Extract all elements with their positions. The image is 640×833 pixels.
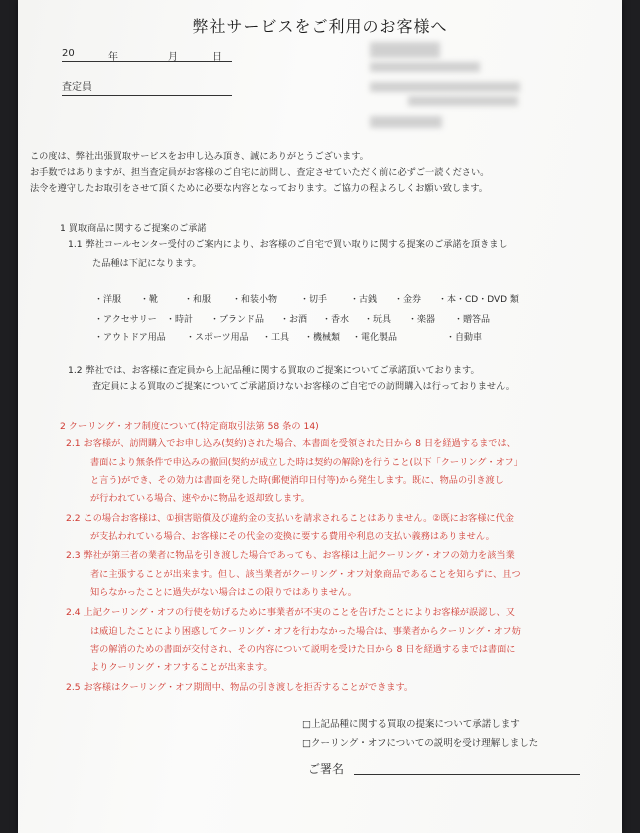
section2-1-line-4: が行われている場合、速やかに物品を返却致します。: [90, 493, 310, 504]
consent-checkbox-cooling-off[interactable]: □クーリング・オフについての説明を受け理解しました: [302, 738, 539, 749]
item: ・工具: [262, 333, 290, 343]
intro-line-3: 法令を遵守したお取引をさせて頂くために必要な内容となっております。ご協力の程よろしくお願い致します。: [30, 183, 488, 194]
item: ・機械類: [304, 333, 341, 343]
section2-heading: 2 クーリング・オフ制度について(特定商取引法第 58 条の 14): [60, 421, 319, 432]
section2-4-line-3: 害の解消のための書面が交付され、その内容について説明を受けた日から 8 日を経過するまでは書面に: [90, 644, 516, 655]
section2-2-line-1: 2.2 この場合お客様は、①損害賠償及び違約金の支払いを請求されることはありません。②既にお客様に代金: [66, 513, 514, 524]
intro-line-2: お手数ではありますが、担当査定員がお客様のご自宅に訪問し、査定させていただく前に必ずご一読ください。: [30, 167, 490, 178]
inspector-field: [62, 78, 232, 96]
year-prefix: 20: [62, 48, 75, 59]
item: ・電化製品: [352, 333, 398, 343]
section1-1-line-2: た品種は下記になります。: [92, 258, 202, 269]
section2-1-line-3: と言う)ができ、その効力は書面を発した時(郵便消印日付等)から発生します。既に、物品の引き渡し: [90, 475, 504, 486]
section1-1-line-1: 1.1 弊社コールセンター受付のご案内により、お客様のご自宅で買い取りに関する提案のご承諾を頂きまし: [68, 239, 508, 250]
document-page: [18, 0, 622, 833]
section1-2-line-1: 1.2 弊社では、お客様に査定員から上記品種に関する買取のご提案についてご承諾頂いております。: [68, 365, 480, 376]
section2-5-line: 2.5 お客様はクーリング・オフ期間中、物品の引き渡しを拒否することができます。: [66, 682, 414, 693]
item: ・洋服: [94, 295, 122, 305]
item: ・アクセサリー: [94, 315, 157, 325]
month-label: 月: [168, 52, 178, 63]
item: ・香水: [322, 315, 350, 325]
item: ・贈答品: [454, 315, 491, 325]
signature-label: ご署名: [308, 762, 345, 776]
item: ・和服: [184, 295, 212, 305]
year-label: 年: [108, 52, 118, 63]
section2-2-line-2: が支払われている場合、お客様にその代金の変換に要する費用や利息の支払い義務はありません。: [90, 531, 495, 542]
section2-3-line-3: 知らなかったことに過失がない場合はこの限りではありません。: [90, 587, 357, 598]
date-field: [62, 48, 232, 62]
section2-4-line-4: よりクーリング・オフすることが出来ます。: [90, 662, 273, 673]
section1-2-line-2: 査定員による買取のご提案についてご承諾頂けないお客様のご自宅での訪問購入は行っておりません。: [92, 381, 515, 392]
section2-4-line-2: は威迫したことにより困惑してクーリング・オフを行わなかった場合は、事業者からクーリング・オフ妨: [90, 626, 521, 637]
item: ・金券: [394, 295, 422, 305]
item: ・和装小物: [232, 295, 278, 305]
item: ・ブランド品: [210, 315, 265, 325]
item: ・本・CD・DVD 類: [438, 295, 519, 305]
item: ・自動車: [446, 333, 483, 343]
item: ・切手: [300, 295, 328, 305]
item: ・玩具: [364, 315, 392, 325]
item: ・靴: [140, 295, 159, 305]
section2-4-line-1: 2.4 上記クーリング・オフの行使を妨げるために事業者が不実のことを告げたことによりお客様が誤認し、又: [66, 607, 515, 618]
item: ・古銭: [350, 295, 378, 305]
consent-checkbox-proposal[interactable]: □上記品種に関する買取の提案について承諾します: [302, 719, 520, 730]
day-label: 日: [212, 52, 222, 63]
inspector-label: 査定員: [62, 82, 92, 93]
item: ・お酒: [280, 315, 308, 325]
section2-3-line-1: 2.3 弊社が第三者の業者に物品を引き渡した場合であっても、お客様は上記クーリング・オフの効力を該当業: [66, 550, 515, 561]
item: ・時計: [166, 315, 194, 325]
section1-heading: 1 買取商品に関するご提案のご承諾: [60, 223, 207, 234]
signature-line[interactable]: [354, 774, 580, 775]
section2-1-line-2: 書面により無条件で申込みの撤回(契約が成立した時は契約の解除)を行うこと(以下「クーリング・オフ」: [90, 457, 523, 468]
intro-line-1: この度は、弊社出張買取サービスをお申し込み頂き、誠にありがとうございます。: [30, 151, 369, 162]
item: ・スポーツ用品: [186, 333, 249, 343]
document-title: 弊社サービスをご利用のお客様へ: [192, 17, 448, 36]
section2-3-line-2: 者に主張することが出来ます。但し、該当業者がクーリング・オフ対象商品であることを知らずに、且つ: [90, 569, 521, 580]
item: ・楽器: [408, 315, 436, 325]
section2-1-line-1: 2.1 お客様が、訪問購入でお申し込み(契約)された場合、本書面を受領された日から 8 日を経過するまでは、: [66, 438, 516, 449]
item: ・アウトドア用品: [94, 333, 166, 343]
